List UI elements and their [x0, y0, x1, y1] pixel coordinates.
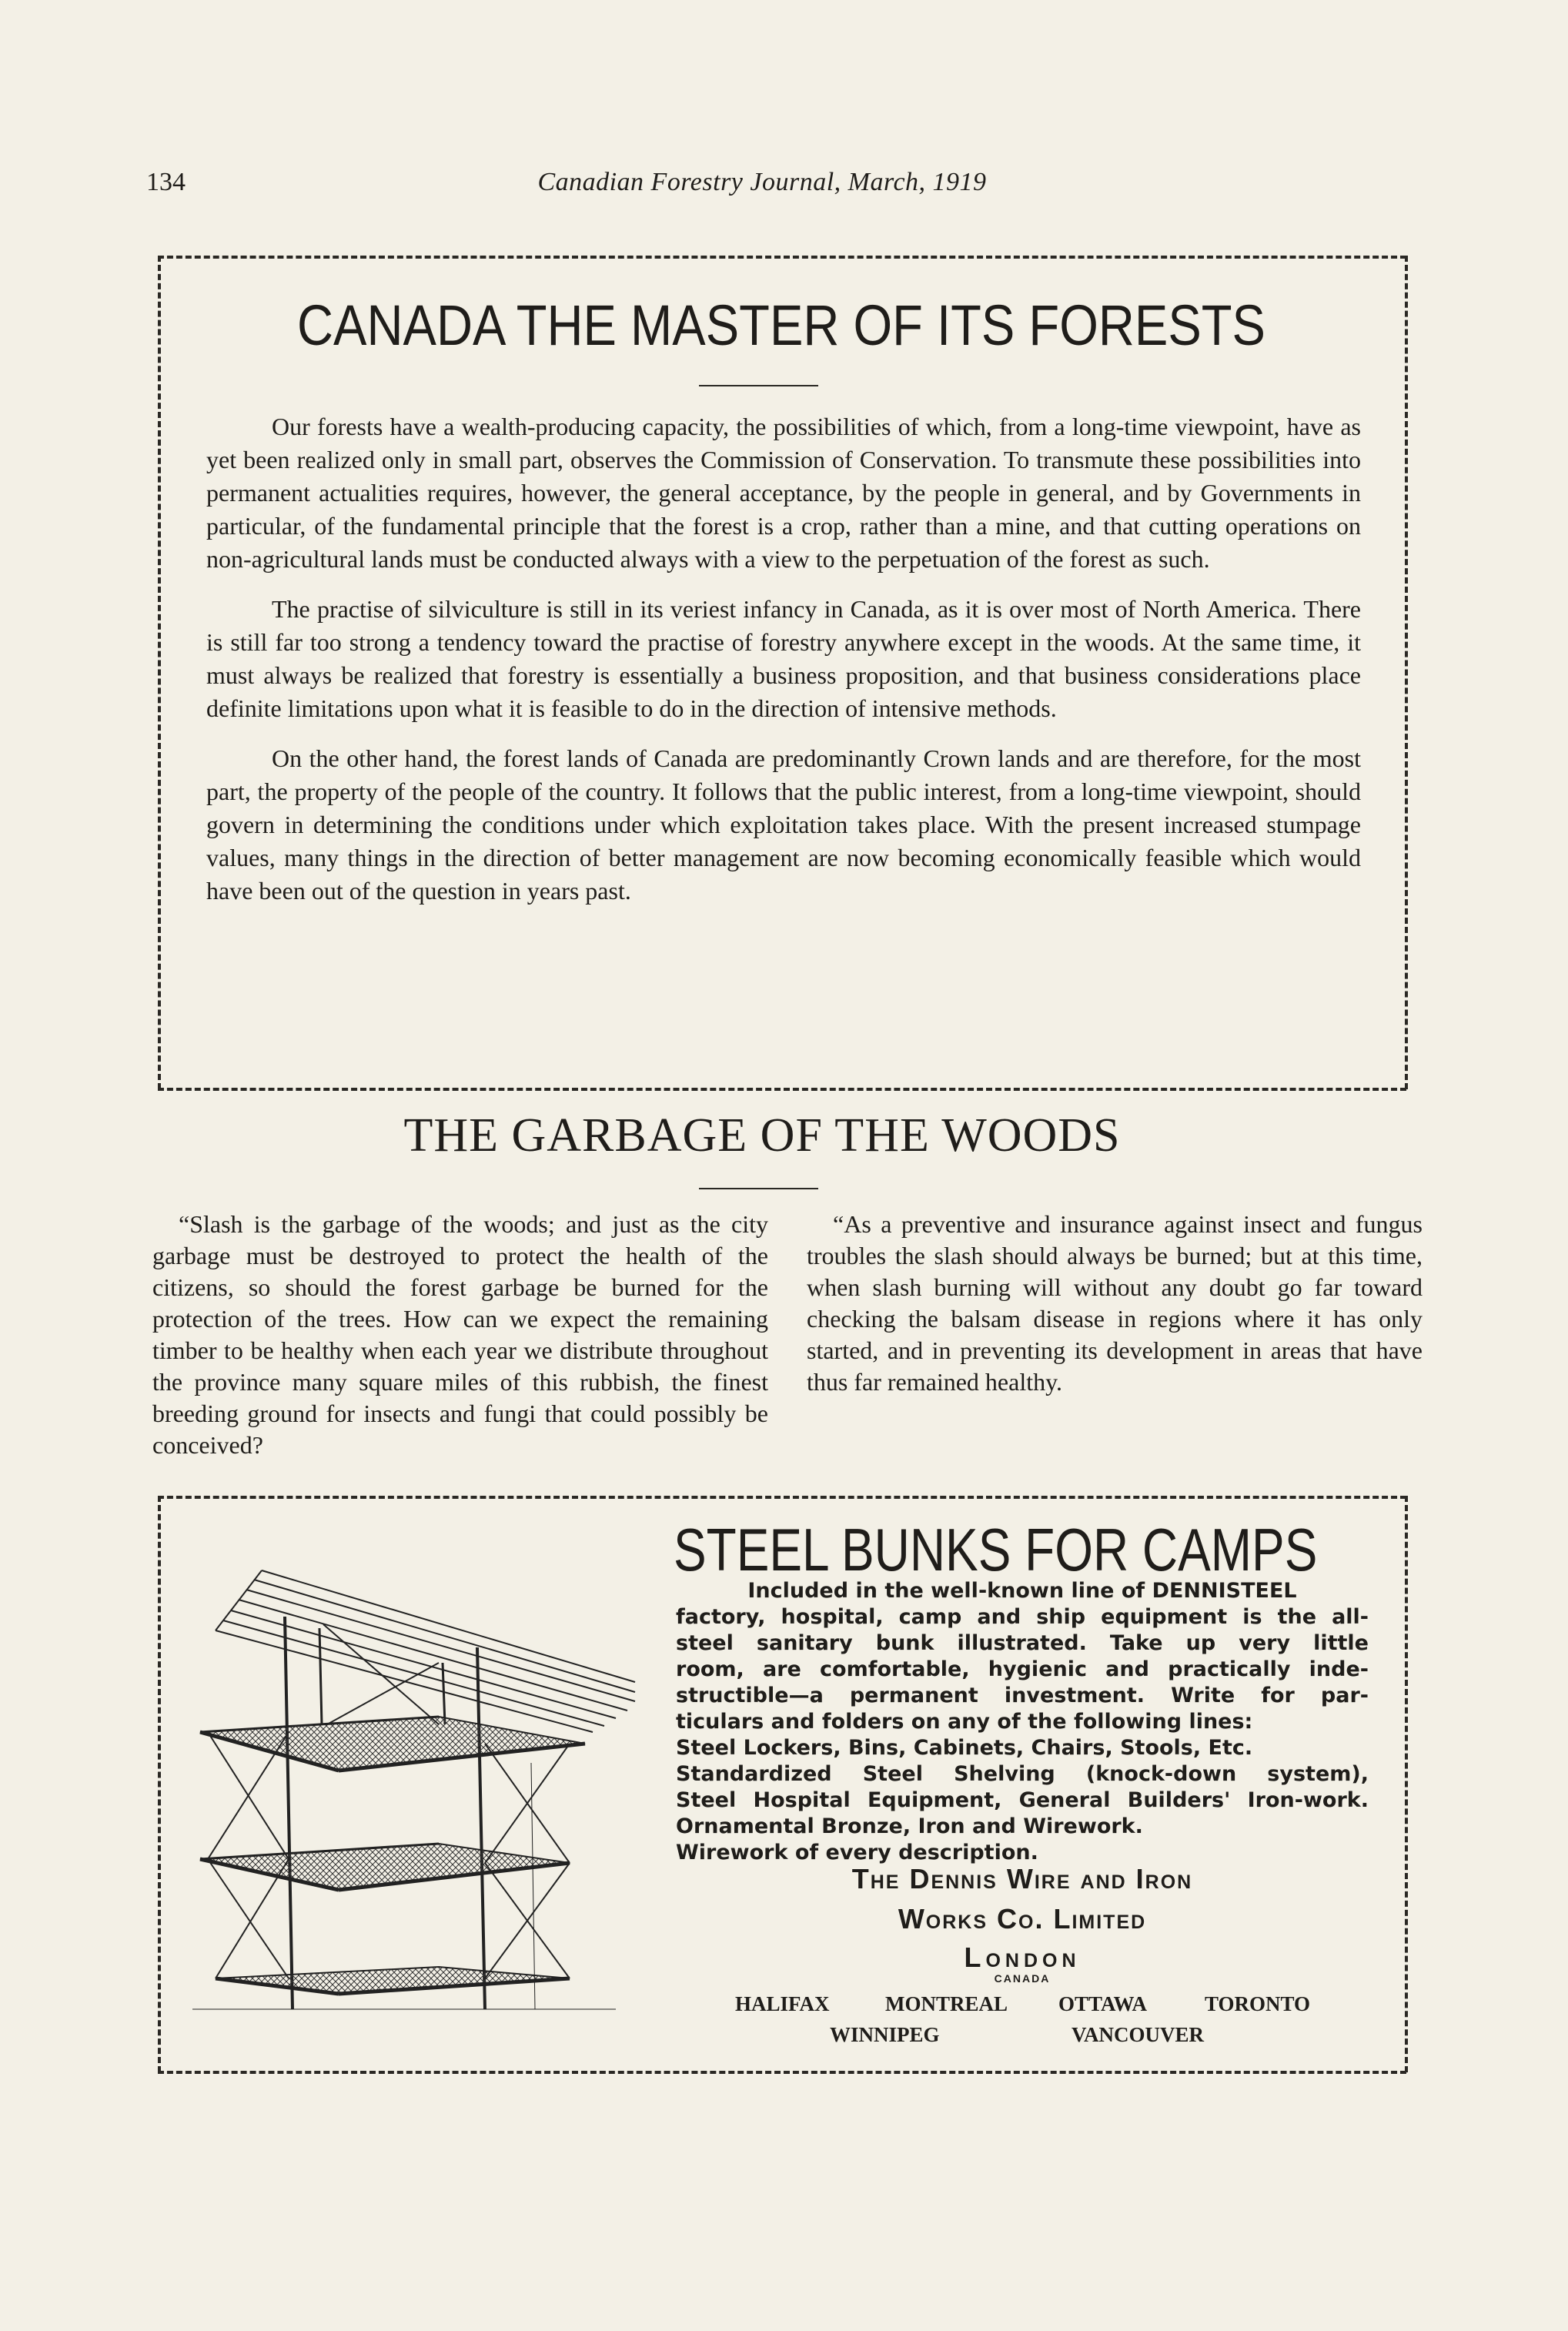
article2-paragraph: “As a preventive and insurance against insect and fungus troubles the slash should always be burned; but at this time, when slash burning will without any doubt go far toward checking the balsam disease in regions where it has only started, and in preventing its development in areas that have thus far remained healthy.: [807, 1210, 1423, 1396]
ad-bottom-border: [158, 2071, 1406, 2074]
ad-body-line: room, are comfortable, hygienic and practically inde-: [676, 1657, 1369, 1681]
article1-title-rule: [699, 385, 818, 386]
article2-paragraph: “Slash is the garbage of the woods; and just as the city garbage must be destroyed to protect the health of the citizens, so should the forest garbage be burned for the protection of the trees. How can we expect the remaining timber to be healthy when each year we distribute throughout the province many square miles of this rubbish, the finest breeding ground for insects and fungi that could possibly be conceived?: [152, 1210, 768, 1459]
running-header: Canadian Forestry Journal, March, 1919: [537, 168, 987, 196]
company-city: London: [964, 1941, 1081, 1973]
ad-body-line: factory, hospital, camp and ship equipment is the all-: [676, 1605, 1369, 1629]
article1-paragraph: On the other hand, the forest lands of Canada are predominantly Crown lands and are therefore, for the most part, the property of the people of the country. It follows that the public interest, from a long-time viewpoint, should govern in determining the conditions under which exploitation takes place. With the present increased stumpage values, many things in the direction of better management are now becoming economically feasible which would have been out of the question in years past.: [206, 744, 1361, 905]
company-country: CANADA: [994, 1972, 1051, 1985]
branch-city: OTTAWA: [1058, 1992, 1148, 2015]
box1-left-border: [158, 256, 161, 1089]
branch-city: VANCOUVER: [1072, 2023, 1205, 2046]
ad-body-line: ticulars and folders on any of the following lines:: [676, 1710, 1253, 1734]
branch-city: TORONTO: [1205, 1992, 1311, 2015]
company-name-line2: Works Co. Limited: [898, 1903, 1147, 1935]
branch-city: HALIFAX: [735, 1992, 830, 2015]
branch-city: MONTREAL: [885, 1992, 1008, 2015]
ad-body-line: Standardized Steel Shelving (knock-down system),: [676, 1762, 1369, 1786]
article2-body: [152, 1209, 1423, 1461]
ad-body-line: Included in the well-known line of DENNISTEEL: [747, 1579, 1297, 1603]
page-number: 134: [146, 168, 186, 196]
box1-bottom-border: [158, 1088, 1406, 1091]
ad-body-line: Ornamental Bronze, Iron and Wirework.: [676, 1814, 1143, 1838]
article1-paragraph: The practise of silviculture is still in its veriest infancy in Canada, as it is over most of North America. There is still far too strong a tendency toward the practise of forestry anywhere except in the woods. At the same time, it must always be realized that forestry is essentially a business proposition, and that business considerations place definite limitations upon what it is feasible to do in the direction of intensive methods.: [206, 595, 1361, 722]
box1-right-border: [1405, 256, 1408, 1089]
article1-title: CANADA THE MASTER OF ITS FORESTS: [297, 293, 1265, 357]
ad-body-line: steel sanitary bunk illustrated. Take up very little: [676, 1631, 1369, 1655]
article2-title: THE GARBAGE OF THE WOODS: [403, 1109, 1121, 1162]
branch-city: WINNIPEG: [830, 2023, 940, 2046]
company-name-line1: The Dennis Wire and Iron: [851, 1863, 1193, 1895]
ad-top-border: [158, 1496, 1406, 1499]
article1-body: [206, 410, 1361, 925]
ad-body: [676, 1578, 1369, 1866]
ad-body-line: Steel Lockers, Bins, Cabinets, Chairs, Stools, Etc.: [676, 1736, 1253, 1760]
article1-paragraph: Our forests have a wealth-producing capacity, the possibilities of which, from a long-time viewpoint, have as yet been realized only in small part, observes the Commission of Conservation. To transmute these possibilities into permanent actualities requires, however, the general acceptance, by the people in general, and by Governments in particular, of the fundamental principle that the forest is a crop, rather than a mine, and that cutting operations on non-agricultural lands must be conducted always with a view to the perpetuation of the forest as such.: [206, 413, 1361, 573]
ad-body-line: structible—a permanent investment. Write for par-: [676, 1684, 1369, 1707]
ad-right-border: [1405, 1496, 1408, 2072]
ad-body-line: Steel Hospital Equipment, General Builders' Iron-work.: [676, 1788, 1369, 1812]
article2-title-rule: [699, 1188, 818, 1189]
ad-body-line: Wirework of every description.: [676, 1841, 1038, 1864]
ad-title: STEEL BUNKS FOR CAMPS: [674, 1516, 1318, 1584]
steel-bunk-illustration: [185, 1547, 639, 2025]
ad-left-border: [158, 1496, 161, 2072]
box1-top-border: [158, 256, 1406, 259]
